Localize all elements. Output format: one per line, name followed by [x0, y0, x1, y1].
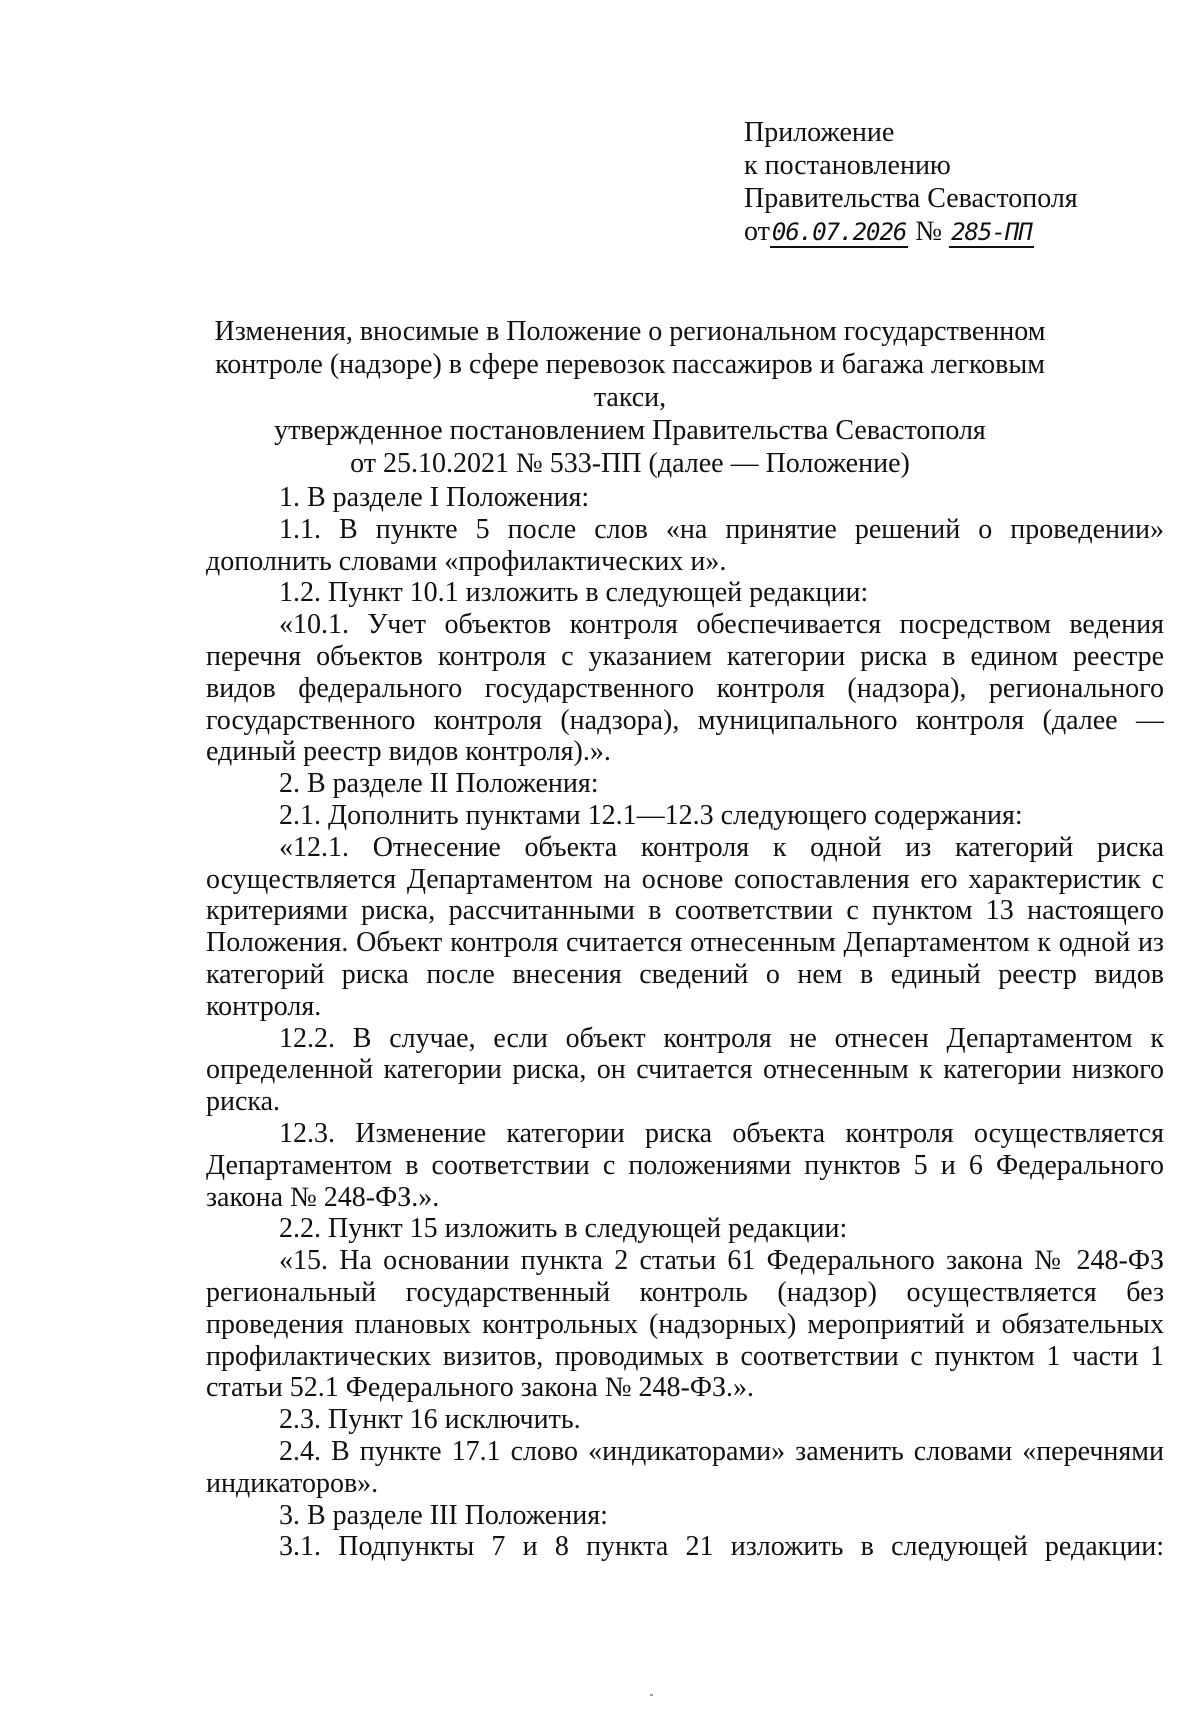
paragraph: 2.4. В пункте 17.1 слово «индикаторами» заменить словами «перечнями индикаторов». [206, 1435, 1164, 1499]
paragraph: 3.1. Подпункты 7 и 8 пункта 21 изложить в следующей редакции: [279, 1531, 1164, 1563]
paragraph: «10.1. Учет объектов контроля обеспечивается посредством ведения перечня объектов контроля с указанием категории риска в едином реестре видов федерального государственного контроля (надзора), регионального государственного контроля (надзора), муниципального контроля (далее — единый реестр видов контроля).». [206, 609, 1164, 768]
title-line: утвержденное постановлением Правительства Севастополя [274, 415, 986, 446]
scan-speck [650, 1694, 653, 1696]
paragraph: 2.1. Дополнить пунктами 12.1—12.3 следующего содержания: [279, 799, 1023, 831]
paragraph: 1.2. Пункт 10.1 изложить в следующей редакции: [279, 577, 869, 609]
title-line: от 25.10.2021 № 533-ПП (далее — Положение) [350, 448, 910, 479]
document-body [206, 482, 1164, 1563]
approval-line: к постановлению [744, 150, 951, 181]
paragraph: 2.3. Пункт 16 исключить. [279, 1404, 581, 1436]
paragraph: 2.2. Пункт 15 изложить в следующей редакции: [279, 1213, 848, 1245]
title-line: контроле (надзоре) в сфере перевозок пассажиров и багажа легковым такси, [215, 349, 1045, 413]
paragraph: 12.2. В случае, если объект контроля не отнесен Департаментом к определенной категории риска, он считается отнесенным к категории низкого риска. [206, 1022, 1164, 1118]
approval-line: Правительства Севастополя [744, 183, 1078, 214]
document-title [190, 315, 1070, 480]
handwritten-date: 06.07.2026 [771, 218, 907, 246]
date-prefix: от [744, 216, 770, 247]
handwritten-number: 285-ПП [951, 218, 1032, 246]
paragraph: «15. На основании пункта 2 статьи 61 Федерального закона № 248-ФЗ региональный государственный контроль (надзор) осуществляется без проведения плановых контрольных (надзорных) мероприятий и обязательных профилактических визитов, проводимых в соответствии с пунктом 1 части 1 статьи 52.1 Федерального закона № 248-ФЗ.». [206, 1245, 1164, 1404]
paragraph: 2. В разделе II Положения: [279, 768, 599, 800]
paragraph: 12.3. Изменение категории риска объекта контроля осуществляется Департаментом в соответствии с положениями пунктов 5 и 6 Федерального закона № 248-ФЗ.». [206, 1117, 1164, 1213]
approval-date-line [744, 215, 1078, 249]
number-prefix: № [915, 216, 943, 247]
paragraph: «12.1. Отнесение объекта контроля к одной из категорий риска осуществляется Департаментом на основе сопоставления его характеристик с критериями риска, рассчитанными в соответствии с пунктом 13 настоящего Положения. Объект контроля считается отнесенным Департаментом к одной из категорий риска после внесения сведений о нем в единый реестр видов контроля. [206, 831, 1164, 1022]
paragraph: 1.1. В пункте 5 после слов «на принятие решений о проведении» дополнить словами «профилактических и». [206, 513, 1164, 577]
paragraph: 1. В разделе I Положения: [279, 482, 590, 513]
paragraph: 3. В разделе III Положения: [279, 1499, 608, 1531]
title-line: Изменения, вносимые в Положение о региональном государственном [214, 316, 1046, 347]
approval-line: Приложение [744, 117, 895, 148]
approval-block [744, 116, 1078, 249]
